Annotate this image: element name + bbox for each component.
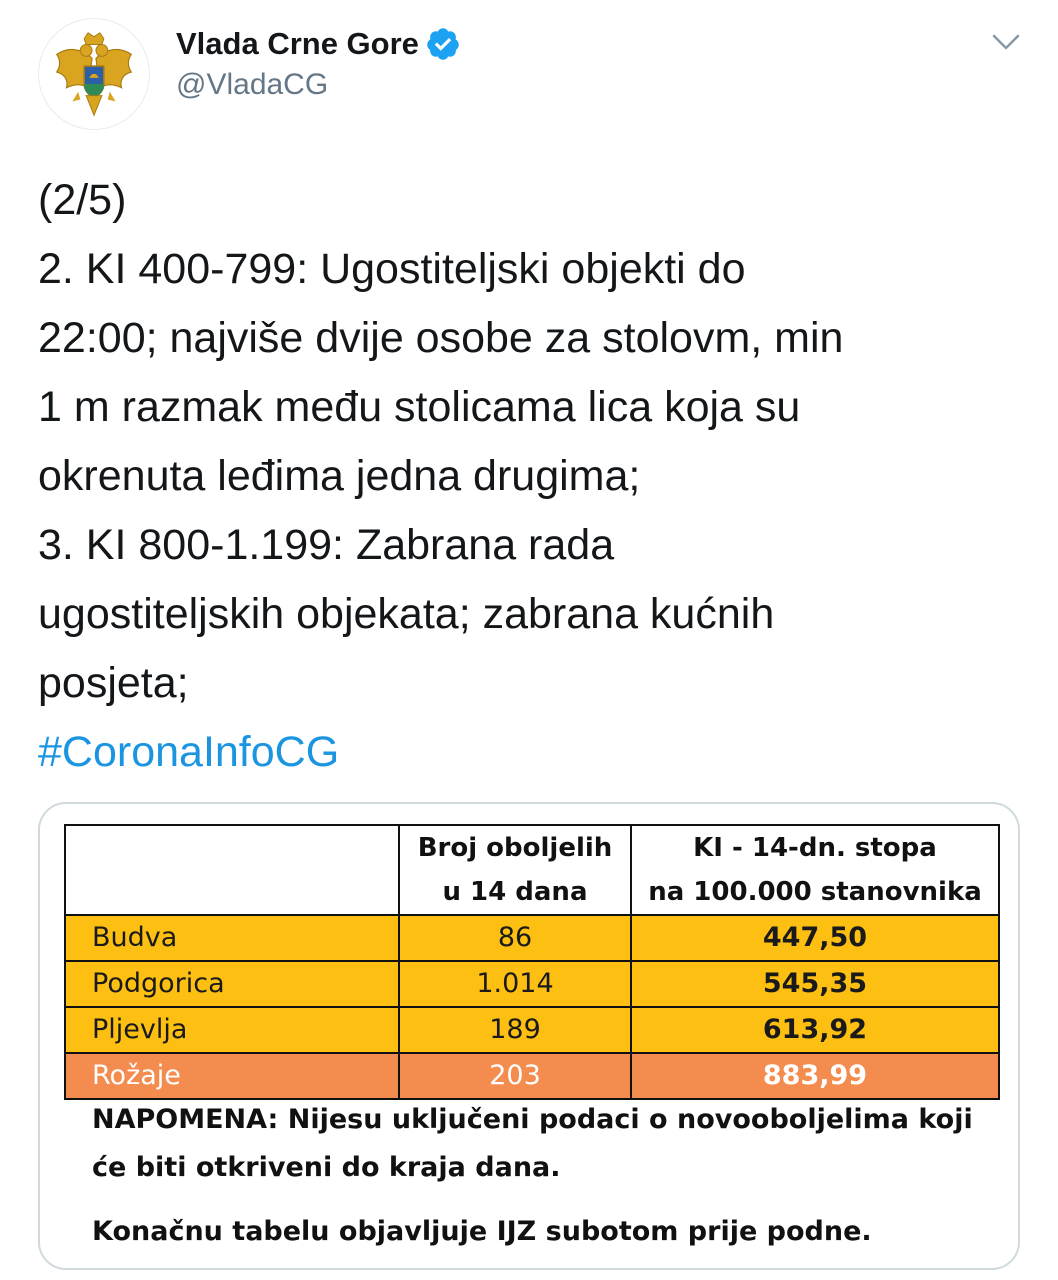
display-name[interactable]: Vlada Crne Gore xyxy=(176,26,419,61)
avatar[interactable] xyxy=(38,18,150,130)
tweet-text-line: 3. KI 800-1.199: Zabrana rada xyxy=(38,521,615,569)
table-cell-count: 203 xyxy=(399,1053,631,1099)
tweet-text-line: 1 m razmak među stolicama lica koja su xyxy=(38,383,801,431)
tweet-text-line: posjeta; xyxy=(38,659,189,707)
table-header-row xyxy=(65,825,999,915)
table-header-rate-line1: KI - 14-dn. stopa xyxy=(693,833,937,863)
table-cell-count: 86 xyxy=(399,915,631,961)
stats-table xyxy=(64,824,1000,1100)
table-cell-city: Rožaje xyxy=(65,1053,399,1099)
table-header-rate xyxy=(631,825,999,915)
tweet-text-line: 2. KI 400-799: Ugostiteljski objekti do xyxy=(38,245,746,293)
handle[interactable]: @VladaCG xyxy=(176,68,329,101)
table-header-rate-line2: na 100.000 stanovnika xyxy=(648,877,982,907)
display-name-row[interactable] xyxy=(176,22,461,66)
table-cell-rate: 883,99 xyxy=(631,1053,999,1099)
table-header-count-line2: u 14 dana xyxy=(442,877,588,907)
tweet-text-line: 22:00; najviše dvije osobe za stolovm, min xyxy=(38,314,844,362)
table-header-city xyxy=(65,825,399,915)
tweet-text xyxy=(38,166,1028,787)
table-header-count-line1: Broj oboljelih xyxy=(417,833,613,863)
tweet-text-line: okrenuta leđima jedna drugima; xyxy=(38,452,641,500)
verified-badge-icon xyxy=(425,26,461,62)
table-row xyxy=(65,1053,999,1099)
media-image[interactable] xyxy=(38,802,1020,1270)
tweet-text-line: (2/5) xyxy=(38,176,127,224)
table-row xyxy=(65,915,999,961)
table-row xyxy=(65,961,999,1007)
table-cell-rate: 447,50 xyxy=(631,915,999,961)
table-header-count xyxy=(399,825,631,915)
table-footnote: Konačnu tabelu objavljuje IJZ subotom prije podne. xyxy=(92,1216,872,1247)
table-cell-city: Budva xyxy=(65,915,399,961)
table-cell-city: Podgorica xyxy=(65,961,399,1007)
table-cell-rate: 545,35 xyxy=(631,961,999,1007)
montenegro-coat-of-arms-icon xyxy=(39,19,149,129)
table-note: NAPOMENA: Nijesu uključeni podaci o novooboljelima koji će biti otkriveni do kraja dana. xyxy=(92,1104,973,1183)
table-row xyxy=(65,1007,999,1053)
table-cell-city: Pljevlja xyxy=(65,1007,399,1053)
chevron-down-icon xyxy=(986,22,1026,62)
table-cell-rate: 613,92 xyxy=(631,1007,999,1053)
tweet-menu-button[interactable] xyxy=(986,22,1026,62)
table-cell-count: 1.014 xyxy=(399,961,631,1007)
tweet-text-line: ugostiteljskih objekata; zabrana kućnih xyxy=(38,590,775,638)
hashtag-link[interactable]: #CoronaInfoCG xyxy=(38,728,340,776)
table-cell-count: 189 xyxy=(399,1007,631,1053)
